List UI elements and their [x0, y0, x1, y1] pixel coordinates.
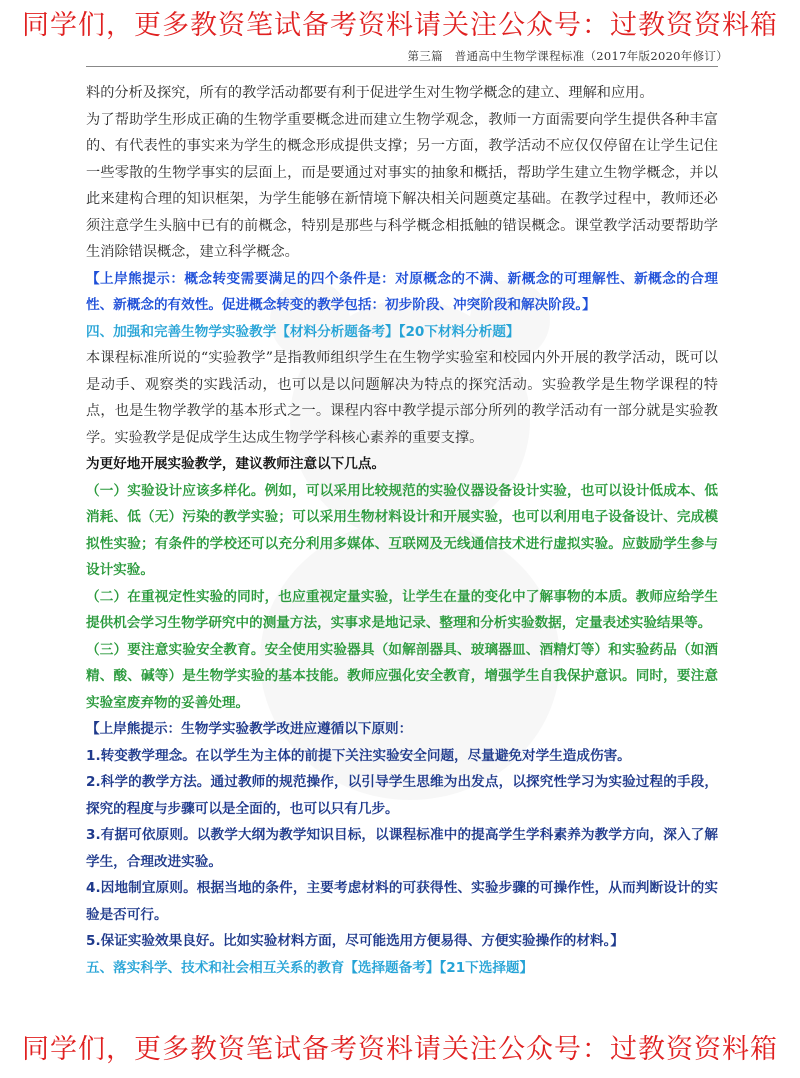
paragraph-continuation: 料的分析及探究，所有的教学活动都要有利于促进学生对生物学概念的建立、理解和应用。 [86, 85, 654, 101]
tip-principle-4: 4.因地制宜原则。根据当地的条件，主要考虑材料的可获得性、实验步骤的可操作性，从而判断设计的实验是否可行。 [86, 880, 718, 923]
section-heading-5: 五、落实科学、技术和社会相互关系的教育【选择题备考】【21下选择题】 [86, 959, 534, 976]
paragraph-experiment-teaching: 本课程标准所说的“实验教学”是指教师组织学生在生物学实验室和校园内外开展的教学活动，既可以是动手、观察类的实践活动，也可以是以问题解决为特点的探究活动。实验教学是生物学课程的特点，也是生物学教学的基本形式之一。课程内容中教学提示部分所列的教学活动有一部分就是实验教学。实验教学是促成学生达成生物学学科核心素养的重要支撑。 [86, 350, 718, 446]
tip-principle-2: 2.科学的教学方法。通过教师的规范操作，以引导学生思维为出发点，以探究性学习为实验过程的手段，探究的程度与步骤可以是全面的，也可以只有几步。 [86, 774, 718, 817]
suggestion-item-1: （一）实验设计应该多样化。例如，可以采用比较规范的实验仪器设备设计实验，也可以设计低成本、低消耗、低（无）污染的教学实验；可以采用生物材料设计和开展实验，也可以利用电子设备设计、完成模拟性实验；有条件的学校还可以充分利用多媒体、互联网及无线通信技术进行虚拟实验。应鼓励学生参与设计实验。 [86, 482, 718, 578]
tip-principles-intro: 【上岸熊提示：生物学实验教学改进应遵循以下原则： [86, 721, 413, 737]
bottom-promo-banner: 同学们，更多教资笔试备考资料请关注公众号：过教资资料箱 [22, 1034, 778, 1065]
tip-concept-change: 【上岸熊提示：概念转变需要满足的四个条件是：对原概念的不满、新概念的可理解性、新概念的合理性、新概念的有效性。促进概念转变的教学包括：初步阶段、冲突阶段和解决阶段。】 [86, 270, 718, 313]
header-divider [86, 66, 718, 67]
tip-principle-5: 5.保证实验效果良好。比如实验材料方面，尽可能选用方便易得、方便实验操作的材料。】 [86, 933, 624, 949]
section-heading-4: 四、加强和完善生物学实验教学【材料分析题备考】【20下材料分析题】 [86, 323, 520, 340]
suggestion-item-3: （三）要注意实验安全教育。安全使用实验器具（如解剖器具、玻璃器皿、酒精灯等）和实验药品（如酒精、酸、碱等）是生物学实验的基本技能。教师应强化安全教育，增强学生自我保护意识。同时，要注意实验室废弃物的妥善处理。 [86, 641, 718, 711]
page-content [86, 80, 718, 981]
paragraph-concept-teaching: 为了帮助学生形成正确的生物学重要概念进而建立生物学观念，教师一方面需要向学生提供各种丰富的、有代表性的事实来为学生的概念形成提供支撑；另一方面，教学活动不应仅仅停留在让学生记住一些零散的生物学事实的层面上，而是要通过对事实的抽象和概括，帮助学生建立生物学概念，并以此来建构合理的知识框架，为学生能够在新情境下解决相关问题奠定基础。在教学过程中，教师还必须注意学生头脑中已有的前概念，特别是那些与科学概念相抵触的错误概念。课堂教学活动要帮助学生消除错误概念，建立科学概念。 [86, 111, 718, 260]
running-header: 第三篇 普通高中生物学课程标准（2017年版2020年修订） [407, 49, 728, 63]
tip-principle-1: 1.转变教学理念。在以学生为主体的前提下关注实验安全问题，尽量避免对学生造成伤害。 [86, 747, 631, 764]
lead-sentence: 为更好地开展实验教学，建议教师注意以下几点。 [86, 456, 386, 472]
suggestion-item-2: （二）在重视定性实验的同时，也应重视定量实验，让学生在量的变化中了解事物的本质。教师应给学生提供机会学习生物学研究中的测量方法，实事求是地记录、整理和分析实验数据，定量表述实验结果等。 [86, 588, 718, 631]
tip-principle-3: 3.有据可依原则。以教学大纲为教学知识目标，以课程标准中的提高学生学科素养为教学方向，深入了解学生，合理改进实验。 [86, 827, 718, 870]
top-promo-banner: 同学们，更多教资笔试备考资料请关注公众号：过教资资料箱 [22, 10, 778, 41]
